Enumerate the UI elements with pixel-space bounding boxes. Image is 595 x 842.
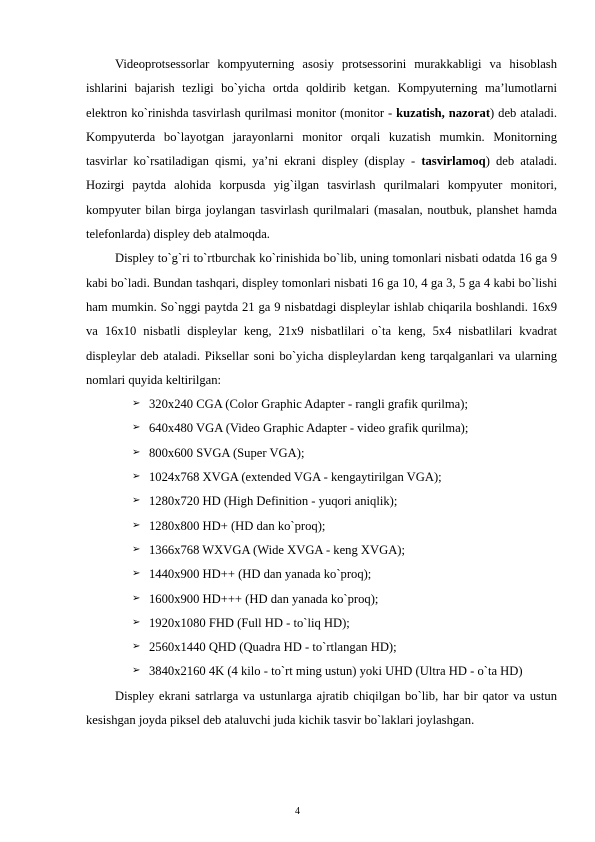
list-item-text: 1440x900 HD++ (HD dan yanada ko`proq); <box>149 567 372 582</box>
arrow-bullet-icon: ➢ <box>132 519 141 531</box>
arrow-bullet-icon: ➢ <box>132 446 141 458</box>
arrow-bullet-icon: ➢ <box>132 665 141 677</box>
paragraph-pixels: Displey ekrani satrlarga va ustunlarga ajratib chiqilgan bo`lib, har bir qator va ustun kesishgan joyda piksel deb ataluvchi juda kichik tasvir bo`laklari joylashgan. <box>86 688 557 728</box>
document-page <box>86 52 557 732</box>
arrow-bullet-icon: ➢ <box>132 495 141 507</box>
list-item <box>86 489 557 513</box>
list-item <box>86 392 557 416</box>
arrow-bullet-icon: ➢ <box>132 543 141 555</box>
arrow-bullet-icon: ➢ <box>132 422 141 434</box>
list-item-text: 1280x800 HD+ (HD dan ko`proq); <box>149 518 326 533</box>
list-item <box>86 587 557 611</box>
list-item <box>86 514 557 538</box>
list-item-text: 3840x2160 4K (4 kilo - to`rt ming ustun) yoki UHD (Ultra HD - o`ta HD) <box>149 664 523 679</box>
text-segment: Videoprotsessorlar kompyuterning asosiy protsessorini murakkabligi va hisoblash ishlarini bajarish tezligi bo`yicha ortda qoldirib ketgan. Kompyuterning ma’lumotlarni elektron ko`rinishda tasvirlash qurilmasi monitor (monitor - <box>86 57 557 120</box>
list-item <box>86 611 557 635</box>
list-item <box>86 659 557 683</box>
arrow-bullet-icon: ➢ <box>132 568 141 580</box>
list-item-text: 320x240 CGA (Color Graphic Adapter - rangli grafik qurilma); <box>149 397 468 412</box>
arrow-bullet-icon: ➢ <box>132 616 141 628</box>
list-item <box>86 465 557 489</box>
paragraph-monitor-intro <box>86 52 557 246</box>
bold-term-tasvirlamoq: tasvirlamoq <box>421 154 486 169</box>
list-item <box>86 441 557 465</box>
list-item <box>86 635 557 659</box>
list-item-text: 800x600 SVGA (Super VGA); <box>149 445 305 460</box>
list-item <box>86 562 557 586</box>
list-item-text: 640x480 VGA (Video Graphic Adapter - video grafik qurilma); <box>149 421 469 436</box>
arrow-bullet-icon: ➢ <box>132 641 141 653</box>
list-item-text: 1280x720 HD (High Definition - yuqori aniqlik); <box>149 494 398 509</box>
list-item <box>86 416 557 440</box>
paragraph-display-ratios: Displey to`g`ri to`rtburchak ko`rinishida bo`lib, uning tomonlari nisbati odatda 16 ga 9 kabi bo`ladi. Bundan tashqari, displey tomonlari nisbati 16 ga 10, 4 ga 3, 5 ga 4 kabi bo`lishi ham mumkin. So`nggi paytda 21 ga 9 nisbatdagi displeylar ishlab chiqarila boshlandi. 16x9 va 16x10 nisbatli displeylar keng, 21x9 nisbatlilari o`ta keng, 5x4 nisbatlilari kvadrat displeylar deb ataladi. Piksellar soni bo`yicha displeylardan keng tarqalganlari va ularning nomlari quyida keltirilgan: <box>86 251 557 387</box>
list-item-text: 1920x1080 FHD (Full HD - to`liq HD); <box>149 615 350 630</box>
text-segment: ) deb ataladi. Kompyuterda bo`layotgan jarayonlarni monitor orqali kuzatish mumkin. Monitorning tasvirlar ko`rsatiladigan qismi, ya’ni ekrani displey (display - <box>86 105 557 169</box>
list-item-text: 1600x900 HD+++ (HD dan yanada ko`proq); <box>149 591 379 606</box>
list-item-text: 1366x768 WXVGA (Wide XVGA - keng XVGA); <box>149 542 406 557</box>
list-item-text: 2560x1440 QHD (Quadra HD - to`rtlangan HD); <box>149 640 397 655</box>
text-segment: ) deb ataladi. Hozirgi paytda alohida korpusda yig`ilgan tasvirlash qurilmalari kompyuter monitori, kompyuter bilan birga joylangan tasvirlash qurilmalari (masalan, noutbuk, planshet hamda telefonlarda) displey deb atalmoqda. <box>86 154 557 242</box>
arrow-bullet-icon: ➢ <box>132 592 141 604</box>
list-item <box>86 538 557 562</box>
list-item-text: 1024x768 XVGA (extended VGA - kengaytirilgan VGA); <box>149 470 442 485</box>
bold-term-kuzatish: kuzatish, nazorat <box>396 105 491 120</box>
arrow-bullet-icon: ➢ <box>132 471 141 483</box>
resolution-list <box>86 392 557 684</box>
arrow-bullet-icon: ➢ <box>132 398 141 410</box>
page-number: 4 <box>295 806 300 817</box>
